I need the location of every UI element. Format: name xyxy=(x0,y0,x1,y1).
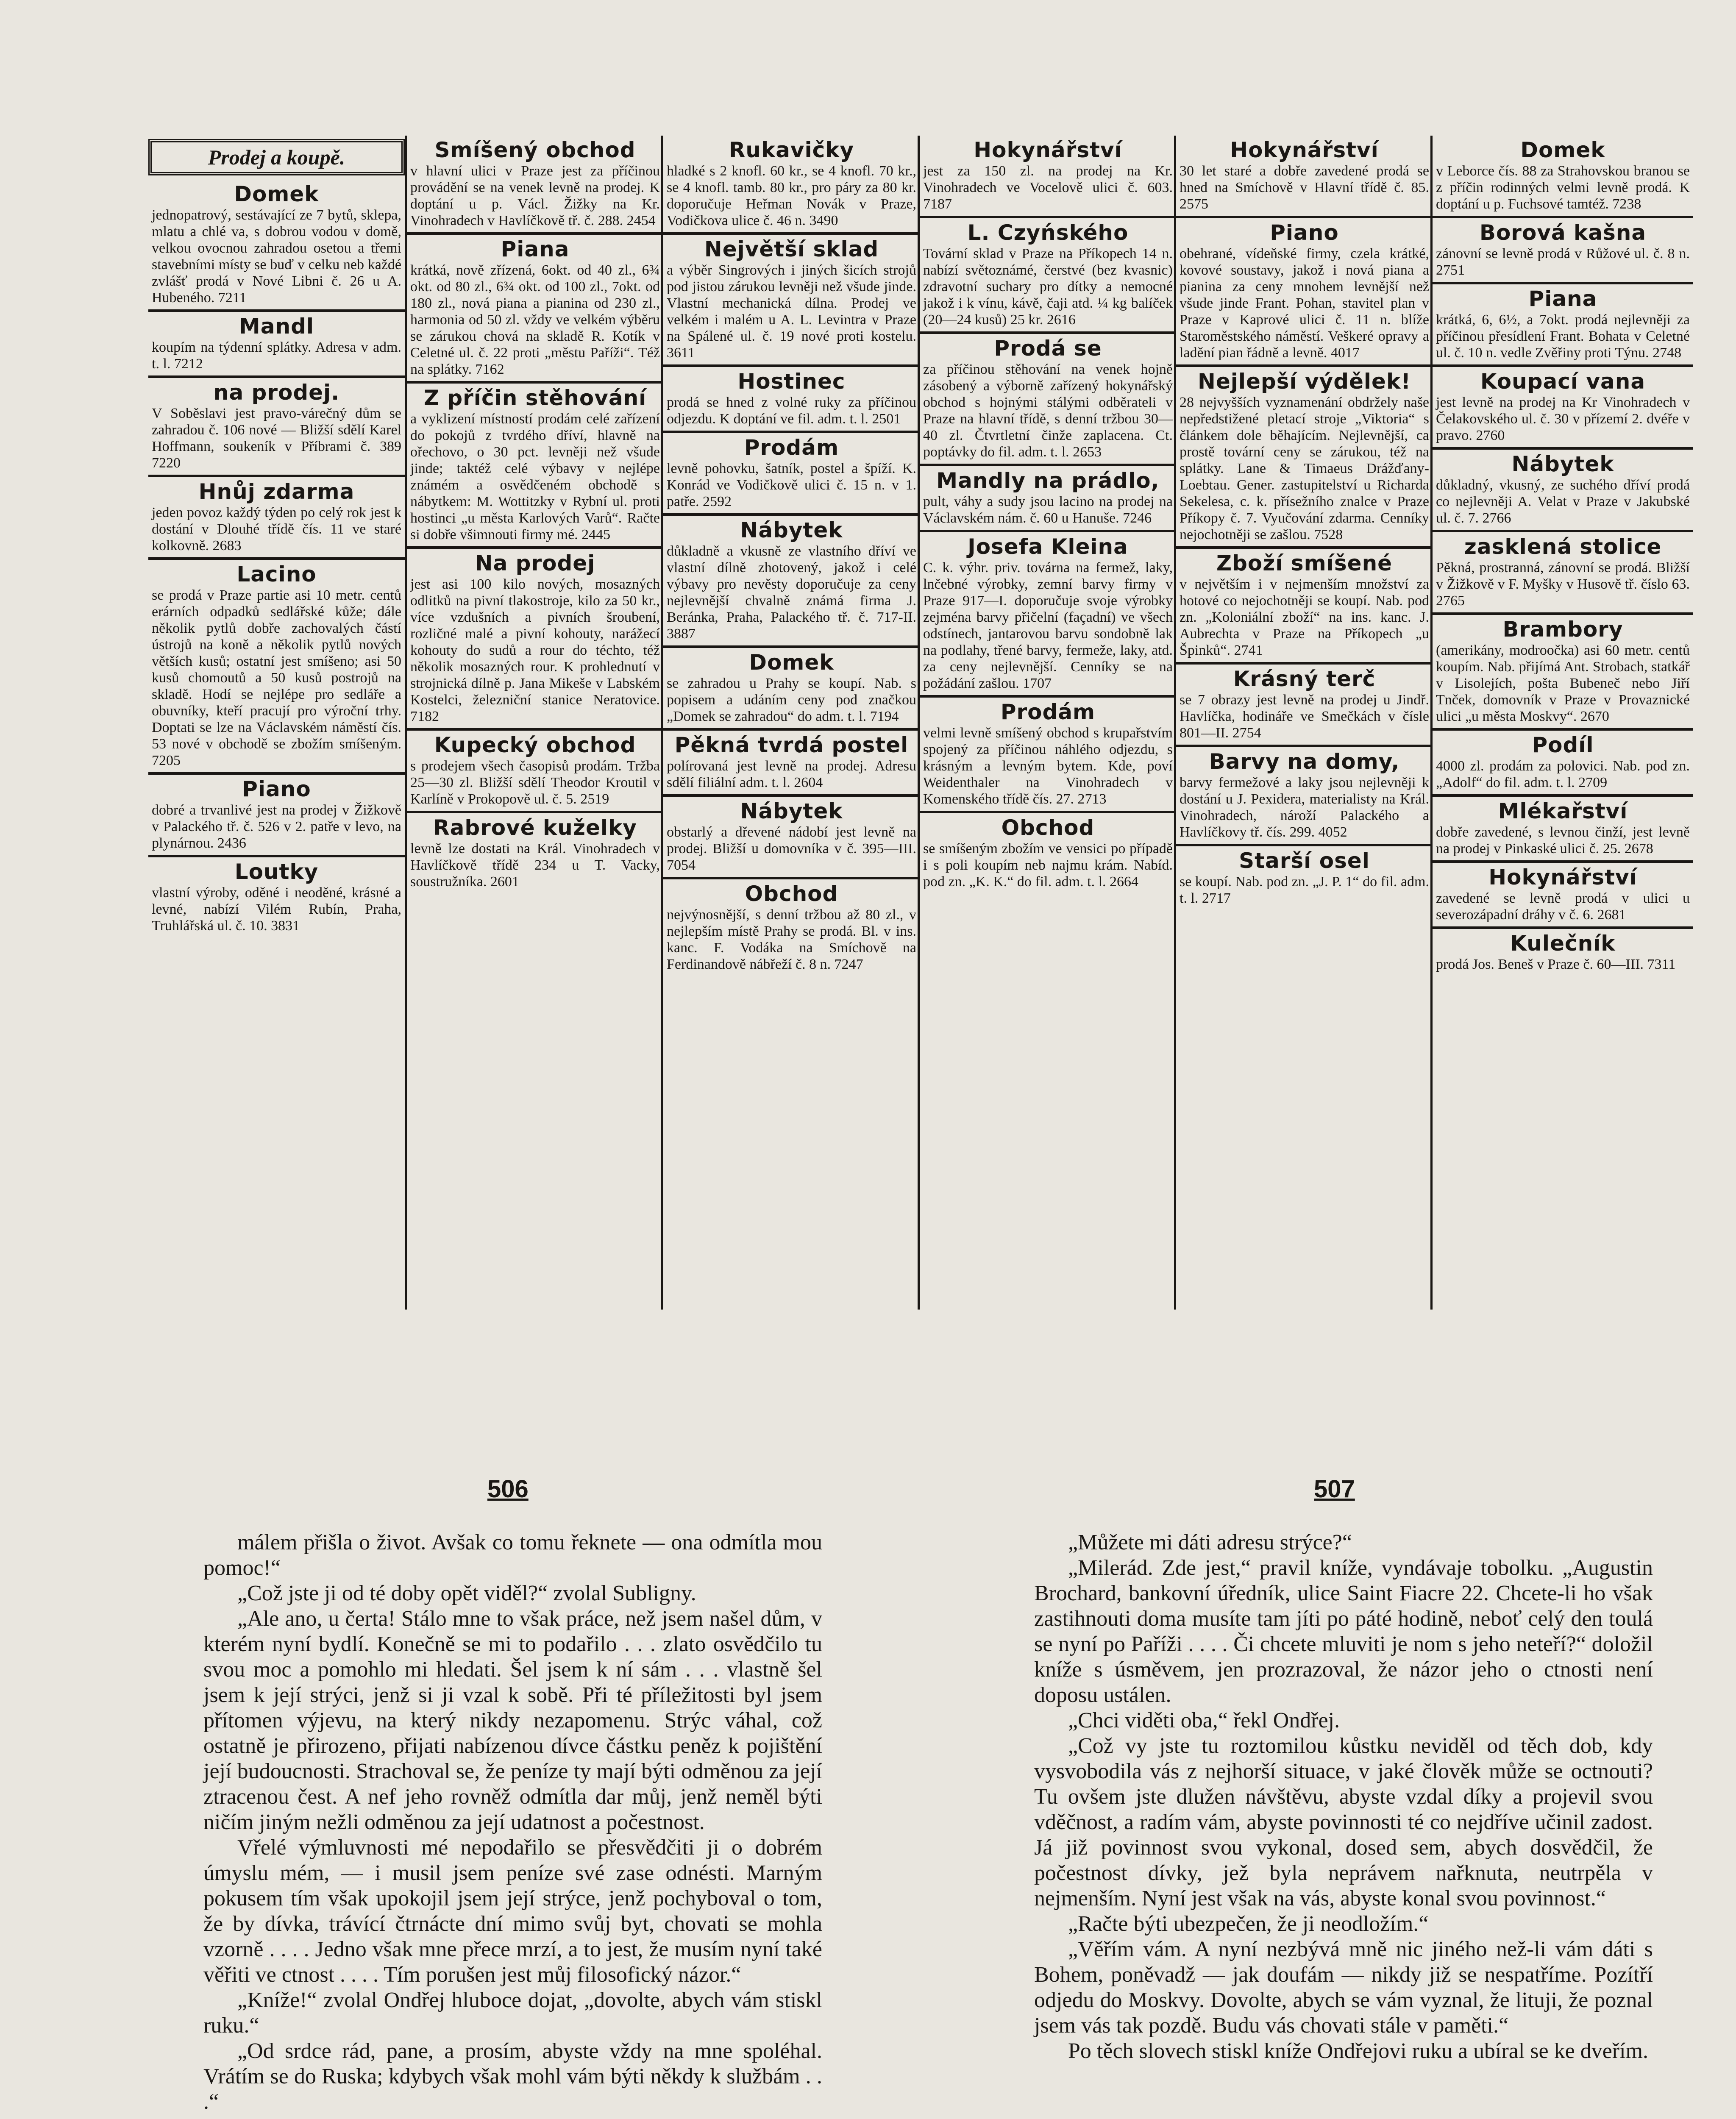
ad-heading: Starší osel xyxy=(1239,848,1370,873)
ad-heading: Nábytek xyxy=(740,518,843,542)
ad-body: prodá se hned z volné ruky za příčinou odjezdu. K doptání ve fil. adm. t. l. 2501 xyxy=(667,395,916,427)
ad-heading: Nábytek xyxy=(1511,452,1614,476)
ad-heading: Piana xyxy=(501,237,570,261)
classified-ad xyxy=(148,775,405,857)
ad-body: za příčinou stěhování na venek hojně zásobený a výborně zařízený hokynářský obchod s hojnými stálými odběrateli v Praze na hlavní třídě, s denní tržbou 30—40 zl. Čtvrtletní činže zaplacena. Ct. poptávky do fil. adm. t. l. 2653 xyxy=(923,362,1173,460)
classified-ad xyxy=(407,813,663,893)
classified-ad xyxy=(148,477,405,560)
ad-body: jeden povoz každý týden po celý rok jest k dostání v Dlouhé třídě čís. 11 ve staré kolkovně. 2683 xyxy=(152,505,401,553)
ad-heading: Na prodej xyxy=(475,551,595,576)
classified-ad xyxy=(407,235,663,384)
ad-heading: L. Czyńského xyxy=(967,220,1129,245)
ad-heading: Nábytek xyxy=(740,799,843,823)
ad-column-6 xyxy=(1430,136,1693,1310)
ad-heading: zasklená stolice xyxy=(1464,534,1662,559)
ad-body: zavedené se levně prodá v ulici u severozápadní dráhy v č. 6. 2681 xyxy=(1436,890,1690,923)
classified-ad xyxy=(407,384,663,549)
ad-heading: Mandly na prádlo, xyxy=(936,468,1160,493)
classified-ad xyxy=(920,334,1176,466)
ad-heading: Hokynářství xyxy=(974,138,1122,162)
classified-ad xyxy=(1176,747,1433,846)
ad-body: jest za 150 zl. na prodej na Kr. Vinohradech ve Vocelově ulici č. 603. 7187 xyxy=(923,163,1173,212)
classified-ad xyxy=(148,180,405,312)
classified-ad xyxy=(1176,136,1433,218)
classified-ad xyxy=(1176,549,1433,665)
ad-heading: Mlékařství xyxy=(1498,799,1628,823)
ad-heading: Mandl xyxy=(239,314,314,339)
ad-heading: Rabrové kuželky xyxy=(433,815,637,840)
ad-body: barvy fermežové a laky jsou nejlevněji k dostání u J. Pexidera, materialisty na Král. Vinohradech, nároží Palackého a Havlíčkovy tř. čís. 299. 4052 xyxy=(1180,775,1429,840)
ad-body: koupím na týdenní splátky. Adresa v adm. t. l. 7212 xyxy=(152,339,401,372)
ad-heading: na prodej. xyxy=(213,380,340,405)
ad-body: pult, váhy a sudy jsou lacino na prodej na Václavském nám. č. 60 u Hanuše. 7246 xyxy=(923,494,1173,526)
story-paragraph: „Od srdce rád, pane, a prosím, abyste vždy na mne spoléhal. Vrátím se do Ruska; kdybych však mohl vám býti někdy k službám . . .“ xyxy=(203,2039,822,2114)
ad-column-3 xyxy=(661,136,920,1310)
classified-ad xyxy=(920,813,1176,893)
ad-body: důkladný, vkusný, ze suchého dříví prodá co nejlevněji A. Velat v Praze v Jakubské ul. č. 7. 2766 xyxy=(1436,477,1690,526)
classified-ad xyxy=(663,433,920,516)
classified-ads xyxy=(148,136,1691,1310)
ad-body: dobře zavedené, s levnou činží, jest levně na prodej v Pinkaské ulici č. 25. 2678 xyxy=(1436,824,1690,856)
classified-ad xyxy=(1433,136,1693,218)
ad-heading: Hostinec xyxy=(737,369,846,394)
story-paragraph: „Což jste ji od té doby opět viděl?“ zvolal Subligny. xyxy=(237,1581,696,1605)
ad-body: polírovaná jest levně na prodej. Adresu sdělí filiální adm. t. l. 2604 xyxy=(667,758,916,790)
ad-heading: Z příčin stěhování xyxy=(423,386,647,410)
classified-ad xyxy=(1433,284,1693,367)
ad-body: zánovní se levně prodá v Růžové ul. č. 8 n. 2751 xyxy=(1436,246,1690,278)
classified-ad xyxy=(663,731,920,797)
ad-heading: Hnůj zdarma xyxy=(198,479,355,504)
ad-heading: Piano xyxy=(1270,220,1339,245)
ad-column-4 xyxy=(918,136,1176,1310)
ad-body: levně lze dostati na Král. Vinohradech v Havlíčkově třídě 234 u T. Vacky, soustružníka. 2601 xyxy=(410,841,660,890)
ad-body: levně pohovku, šatník, postel a špíží. K. Konrád ve Vodičkově ulici č. 15 n. v 1. patře. 2592 xyxy=(667,461,916,509)
classified-ad xyxy=(1433,731,1693,797)
classified-ad xyxy=(920,698,1176,813)
classified-ad xyxy=(1433,218,1693,284)
classified-ad xyxy=(1176,665,1433,747)
ad-body: a výběr Singrových i jiných šicích strojů pod jistou zárukou levněji než všude jinde. Vlastní mechanická dílna. Prodej ve velkém i malém u A. L. Levintra v Praze na Spálené ul. č. 19 nové proti kostelu. 3611 xyxy=(667,262,916,361)
story-text-left xyxy=(203,1530,822,2115)
page-number-left: 506 xyxy=(487,1475,529,1503)
classified-ad xyxy=(663,136,920,235)
ad-body: nejvýnosnější, s denní tržbou až 80 zl., v nejlepším místě Prahy se prodá. Bl. v ins. kanc. F. Vodáka na Smíchově na Ferdinandově nábřeží č. 8 n. 7247 xyxy=(667,907,916,972)
ad-body: V Soběslavi jest pravo-várečný dům se zahradou č. 106 nové — Bližší sdělí Karel Hoffmann, soukeník v Příbrami č. 389 7220 xyxy=(152,406,401,471)
ad-body: se koupí. Nab. pod zn. „J. P. 1“ do fil. adm. t. l. 2717 xyxy=(1180,874,1429,906)
classified-ad xyxy=(663,235,920,367)
classified-ad xyxy=(1433,929,1693,976)
ad-body: v největším i v nejmenším množství za hotové co nejochotněji se koupí. Nab. pod zn. „Koloniální zboží“ na ins. kanc. J. Aubrechta v Praze na Příkopech „u Špinků“. 2741 xyxy=(1180,576,1429,658)
ad-heading: Prodám xyxy=(744,435,839,460)
ad-body: v hlavní ulici v Praze jest za příčinou provádění se na venek levně na prodej. K doptání u p. Václ. Žižky na Kr. Vinohradech v Havlíčkově tř. č. 288. 2454 xyxy=(410,163,660,228)
ad-body: důkladně a vkusně ze vlastního dříví ve vlastní dílně zhotovený, jakož i celé výbavy pro nevěsty doporučuje za ceny nejlevnější chvalně známá firma J. Beránka, Praha, Palackého tř. č. 717-II. 3887 xyxy=(667,543,916,642)
classified-ad xyxy=(1176,367,1433,549)
ad-column-1 xyxy=(148,136,405,1310)
story-paragraph: málem přišla o život. Avšak co tomu řeknete — ona odmítla mou pomoc!“ xyxy=(203,1530,822,1580)
ad-heading: Zboží smíšené xyxy=(1216,551,1393,576)
ad-heading: Rukavičky xyxy=(729,138,854,162)
classified-ad xyxy=(1433,797,1693,863)
ad-body: 28 nejvyšších vyznamenání obdržely naše nepředstižené pletací stroje „Viktoria“ s článkem dole běhajícím. Nejlevnější, ca prostě tovární ceny se zárukou, též na splátky. Lane & Timaeus Drážďany-Loebtau. Gener. zastupitelství u Richarda Sekelesa, c. k. přísežního znalce v Praze Příkopy č. 7. Vyučování zdarma. Cenníky nejochotněji se zašlou. 7528 xyxy=(1180,395,1429,542)
classified-ad xyxy=(407,731,663,813)
ad-body: vlastní výroby, oděné i neoděné, krásné a levné, nabízí Vilém Rubín, Praha, Truhlářská ul. č. 10. 3831 xyxy=(152,885,401,934)
ad-heading: Piano xyxy=(242,777,311,801)
ad-heading: Pěkná tvrdá postel xyxy=(674,733,909,757)
story-text-right xyxy=(1034,1530,1653,2064)
ad-body: 30 let staré a dobře zavedené prodá se hned na Smíchově v Hlavní třídě č. 85. 2575 xyxy=(1180,163,1429,212)
ad-heading: Prodá se xyxy=(994,336,1102,361)
ad-body: C. k. výhr. priv. továrna na fermež, laky, lnčebné výrobky, zemní barvy firmy v Praze 917—I. doporučuje svoje výrobky zejména barvy přičelní (façadní) ve všech odstínech, jantarovou barvu sondobně lak na podlahy, třené barvy, fermeže, laky, atd. za ceny nejlevnější. Cenníky se na požádání zašlou. 1707 xyxy=(923,560,1173,691)
ad-heading: Loutky xyxy=(234,859,319,884)
ad-body: (amerikány, modroočka) asi 60 metr. centů koupím. Nab. přijímá Ant. Strobach, statkář v Lisolejích, pošta Bubeneč nebo Jiří Tnček, domovník v Praze v Provaznické ulici „u města Moskvy“. 2670 xyxy=(1436,642,1690,724)
ad-heading: Brambory xyxy=(1502,617,1623,642)
ad-heading: Podíl xyxy=(1532,733,1594,757)
classified-ad xyxy=(920,136,1176,218)
ad-body: s prodejem všech časopisů prodám. Tržba 25—30 zl. Bližší sdělí Theodor Kroutil v Karlíně v Prokopově ul. č. 5. 2519 xyxy=(410,758,660,807)
story-paragraph: „Chci viděti oba,“ řekl Ondřej. xyxy=(1068,1708,1340,1732)
ad-body: obstarlý a dřevené nádobí jest levně na prodej. Bližší u domovníka v č. 395—III. 7054 xyxy=(667,824,916,873)
story-paragraph: „Věřím vám. A nyní nezbývá mně nic jiného než-li vám dáti s Bohem, poněvadž — jak doufám — nikdy již se nespatříme. Pozítří odjedu do Moskvy. Dovolte, abych se vám vyznal, že lituji, že poznal jsem vás tak pozdě. Budu vás chovati stále v paměti.“ xyxy=(1034,1937,1653,2038)
ad-heading: Nejlepší výdělek! xyxy=(1197,369,1411,394)
classified-ad xyxy=(1433,450,1693,532)
classified-ad xyxy=(920,532,1176,698)
classified-ad xyxy=(663,797,920,879)
ad-heading: Borová kašna xyxy=(1479,220,1647,245)
ad-heading: Lacino xyxy=(236,562,317,587)
classified-ad xyxy=(663,648,920,731)
ad-heading: Koupací vana xyxy=(1480,369,1646,394)
story-paragraph: „Což vy jste tu roztomilou kůstku neviděl od těch dob, kdy vysvobodila vás z nejhorší situace, v jaké člověk může se octnouti? Tu ovšem jste dlužen návštěvu, abyste vzdal díky a projevil svou vděčnost, a radím vám, abyste povinnosti té co nejdříve učinil zadost. Já již povinnost svou vykonal, dosed sem, abych dosvědčil, že počestnost dívky, jež byla neprávem nařknuta, neutrpěla v nejmenším. Nyní jest však na vás, abyste konal svou povinnost.“ xyxy=(1034,1734,1653,1910)
ad-body: se smíšeným zbožím ve vensici po případě i s poli koupím neb najmu krám. Nabíd. pod zn. „K. K.“ do fil. adm. t. l. 2664 xyxy=(923,841,1173,890)
ad-heading: Domek xyxy=(234,182,319,206)
story-paragraph: „Můžete mi dáti adresu strýce?“ xyxy=(1068,1530,1352,1554)
ad-body: obehrané, vídeňské firmy, czela krátké, kovové soustavy, jakož i nová piana a pianina za ceny mnohem levnější než všude jinde Frant. Pohan, stavitel plan v Praze v Kaprové ulici č. 11 n. blíže Staroměstského náměstí. Veškeré opravy a ladění pian řádně a levně. 4017 xyxy=(1180,246,1429,361)
ad-body: se 7 obrazy jest levně na prodej u Jindř. Havlíčka, hodináře ve Smečkách v čísle 801—II. 2754 xyxy=(1180,692,1429,741)
ad-body: a vyklizení místností prodám celé zařízení do pokojů z tvrdého dříví, hlavně na ořechovo, o 30 pct. levněji než všude jinde; taktéž celé výbavy v nejlépe známém a osvědčeném obchodě s nábytkem: M. Wottitzky v Rybní ul. proti hostinci „u města Karlových Varů“. Račte si dobře všimnouti firmy mé. 2445 xyxy=(410,411,660,542)
ad-heading: Hokynářství xyxy=(1488,865,1637,890)
ad-body: 4000 zl. prodám za polovici. Nab. pod zn. „Adolf“ do fil. adm. t. l. 2709 xyxy=(1436,758,1690,790)
ad-body: Tovární sklad v Praze na Příkopech 14 n. nabízí světoznámé, čerstvé (bez kvasnic) zdravotní suchary pro dítky a nemocné jakož i k vínu, kávě, čaji atd. ¼ kg balíček (20—24 kusů) 25 kr. 2616 xyxy=(923,246,1173,328)
classified-ad xyxy=(663,516,920,648)
story-paragraph: „Kníže!“ zvolal Ondřej hluboce dojat, „dovolte, abych vám stiskl ruku.“ xyxy=(203,1988,822,2038)
classified-ad xyxy=(1433,863,1693,929)
classified-ad xyxy=(407,136,663,235)
classified-ad xyxy=(1176,846,1433,910)
ad-column-2 xyxy=(405,136,663,1310)
story-paragraph: „Račte býti ubezpečen, že ji neodložím.“ xyxy=(1068,1912,1429,1936)
ad-heading: Smíšený obchod xyxy=(434,138,636,162)
ad-body: se prodá v Praze partie asi 10 metr. centů erárních odpadků sedlářské kůže; dále několik pytlů dobře zachovalých částí ústrojů na koně a několik pytlů nových větších kusů; ostatní jest smíšeno; asi 50 kusů chomoutů a 50 kusů postrojů na skladě. Hodí se nejlépe pro sedláře a obuvníky, kteří pracují pro výroční trhy. Doptati se lze na Václavském náměstí čís. 53 nové v obchodě se zbožím smíšeným. 7205 xyxy=(152,587,401,768)
page-number-right: 507 xyxy=(1314,1475,1355,1503)
ad-body: se zahradou u Prahy se koupí. Nab. s popisem a udáním ceny pod značkou „Domek se zahradou“ do adm. t. l. 7194 xyxy=(667,676,916,724)
ad-heading: Největší sklad xyxy=(704,237,879,261)
classified-ad xyxy=(1433,615,1693,731)
ad-heading: Barvy na domy, xyxy=(1209,749,1400,774)
ad-heading: Kulečník xyxy=(1510,931,1616,956)
ad-body: hladké s 2 knofl. 60 kr., se 4 knofl. 70 kr., se 4 knofl. tamb. 80 kr., pro páry za 80 kr. doporučuje Heřman Novák v Praze, Vodičkova ulice č. 46 n. 3490 xyxy=(667,163,916,228)
ad-body: jest levně na prodej na Kr Vinohradech v Čelakovského ul. č. 30 v přízemí 2. dvéře v pravo. 2760 xyxy=(1436,395,1690,443)
ad-body: v Leborce čís. 88 za Strahovskou branou se z příčin rodinných velmi levně prodá. K doptání u p. Fuchsové tamtéž. 7238 xyxy=(1436,163,1690,212)
classified-ad xyxy=(1176,218,1433,367)
ad-body: jednopatrový, sestávající ze 7 bytů, sklepa, mlatu a chlé va, s dobrou vodou v domě, velkou ovocnou zahradou osetou a třemi stavebními místy se buď v celku neb každé zvlášť prodá v Nové Libni č. 26 u A. Hubeného. 7211 xyxy=(152,207,401,306)
ad-heading: Hokynářství xyxy=(1230,138,1379,162)
ad-heading: Josefa Kleina xyxy=(968,534,1128,559)
ad-body: prodá Jos. Beneš v Praze č. 60—III. 7311 xyxy=(1436,957,1676,972)
classified-ad xyxy=(1433,532,1693,615)
classified-ad xyxy=(920,466,1176,532)
ad-heading: Prodám xyxy=(1000,700,1096,724)
ad-heading: Krásný terč xyxy=(1233,667,1376,691)
story-paragraph: Vřelé výmluvnosti mé nepodařilo se přesvědčiti ji o dobrém úmyslu mém, — i musil jsem peníze své zase odnésti. Marným pokusem tím však upokojil jsem její strýce, jenž pochyboval o tom, že by dívka, trávící čtrnácte dní mimo svůj byt, chovati se mohla vzorně . . . . Jedno však mne přece mrzí, a to jest, že musím nyní také věřiti ve ctnost . . . . Tím porušen jest můj filosofický názor.“ xyxy=(203,1835,822,1987)
ad-body: krátká, 6, 6½, a 7okt. prodá nejlevněji za příčinou přesídlení Frant. Bohata v Celetné ul. č. 10 n. vedle Zvěřiny proti Týnu. 2748 xyxy=(1436,312,1690,361)
ad-body: dobré a trvanlivé jest na prodej v Žižkově v Palackého tř. č. 526 v 2. patře v levo, na plynárnou. 2436 xyxy=(152,802,401,851)
ad-body: jest asi 100 kilo nových, mosazných odlitků na pivní tlakostroje, kilo za 50 kr., více vzdušních a pivních šroubení, rozličné malé a pivní kohouty, narážecí kohouty do sudů a rour do téchto, též několik mosazných rour. K prohlednutí v strojnická dílně p. Jana Mikeše v Labském Kostelci, železniční stanice Neratovice. 7182 xyxy=(410,576,660,724)
classified-ad xyxy=(663,367,920,433)
story-paragraph: „Milerád. Zde jest,“ pravil kníže, vyndávaje tobolku. „Augustin Brochard, bankovní úředník, ulice Saint Fiacre 22. Chcete-li ho však zastihnouti doma musíte tam jíti po páté hodině, neboť celý den toulá se nyní po Paříži . . . . Či chcete mluviti je nom s jeho neteří?“ doložil kníže s úsměvem, jen prozrazoval, že názor jeho o ctnosti není doposu ustálen. xyxy=(1034,1556,1653,1707)
story-paragraph: „Ale ano, u čerta! Stálo mne to však práce, než jsem našel dům, v kterém nyní bydlí. Konečně se mi to podařilo . . . zlato osvědčilo tu svou moc a pomohlo mi hledati. Šel jsem k ní sám . . . vlastně šel jsem k její strýci, jenž si ji vzal k sobě. Při té příležitosti byl jsem přítomen výjevu, na který nikdy nezapomenu. Strýc váhal, což ostatně je přirozeno, přijati nabízenou dívce částku peněz k pojištění její budoucnosti. Strachoval se, že peníze ty mají býti odměnou za její ztracenou čest. A nef jeho rovněž odmítla dar můj, jenž neměl býti ničím jiným nežli odměnou za její udatnost a počestnost. xyxy=(203,1607,822,1834)
story-paragraph: Po těch slovech stiskl kníže Ondřejovi ruku a ubíral se ke dveřím. xyxy=(1068,2039,1649,2063)
ad-body: krátká, nově zřízená, 6okt. od 40 zl., 6¾ okt. od 80 zl., 6¾ okt. od 100 zl., 7okt. od 180 zl., nová piana a pianina od 230 zl., harmonia od 50 zl. vždy ve velkém výběru se zárukou chová na skladě R. Kotík v Celetné ul. č. 22 proti „městu Paříži“. Též na splátky. 7162 xyxy=(410,262,660,377)
ad-heading: Kupecký obchod xyxy=(434,733,636,757)
classified-ad xyxy=(148,378,405,477)
classified-ad xyxy=(148,312,405,378)
ad-body: velmi levně smíšený obchod s krupařstvím spojený za příčinou náhlého odjezdu, s krásným a levným bytem. Kde, poví Weidenthaler na Vinohradech v Komenského třídě čís. 27. 2713 xyxy=(923,725,1173,807)
classified-ad xyxy=(920,218,1176,334)
classified-ad xyxy=(148,560,405,775)
classified-ad xyxy=(148,857,405,937)
classified-ad xyxy=(407,549,663,731)
classified-ad xyxy=(1433,367,1693,450)
ad-heading: Domek xyxy=(1520,138,1605,162)
ad-column-5 xyxy=(1174,136,1433,1310)
ad-heading: Obchod xyxy=(745,882,838,906)
classified-ad xyxy=(663,879,920,976)
ad-heading: Piana xyxy=(1528,286,1597,311)
section-title: Prodej a koupě. xyxy=(148,139,405,175)
ad-body: Pěkná, prostranná, zánovní se prodá. Bližší v Žižkově v F. Myšky v Husově tř. číslo 63. 2765 xyxy=(1436,560,1690,609)
ad-heading: Domek xyxy=(749,650,834,675)
ad-heading: Obchod xyxy=(1001,815,1095,840)
